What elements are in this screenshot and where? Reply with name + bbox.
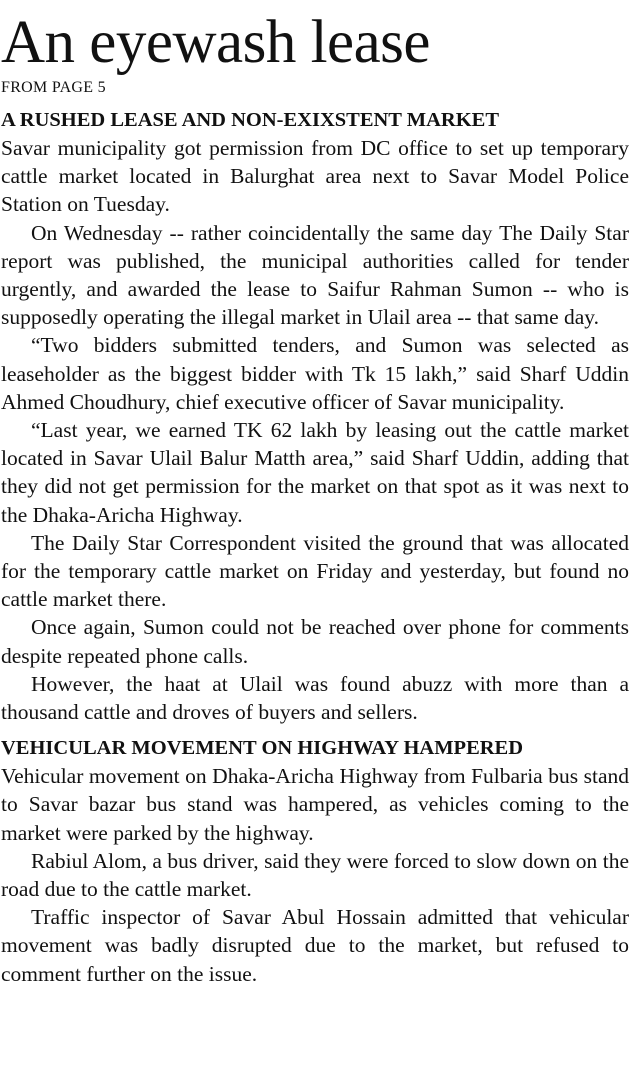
paragraph: Traffic inspector of Savar Abul Hossain admitted that vehicular movement was badly disrupted due to the market, but refused to comment further on the issue. bbox=[1, 905, 629, 986]
paragraph: However, the haat at Ulail was found abuzz with more than a thousand cattle and droves of buyers and sellers. bbox=[1, 671, 629, 725]
news-article bbox=[0, 10, 629, 988]
section-rushed-lease bbox=[1, 107, 629, 726]
paragraph: The Daily Star Correspondent visited the ground that was allocated for the temporary cattle market on Friday and yesterday, but found no cattle market there. bbox=[1, 530, 629, 612]
paragraph: Once again, Sumon could not be reached over phone for comments despite repeated phone calls. bbox=[1, 615, 629, 668]
paragraph: Savar municipality got permission from DC office to set up temporary cattle market located in Balurghat area next to Savar Model Police Station on Tuesday. bbox=[1, 136, 629, 217]
paragraph: On Wednesday -- rather coincidentally the same day The Daily Star report was published, the municipal authorities called for tender urgently, and awarded the lease to Saifur Rahman Sumon -- who is supposedly operating the illegal market in Ulail area -- that same day. bbox=[1, 220, 629, 330]
paragraph: Rabiul Alom, a bus driver, said they were forced to slow down on the road due to the cattle market. bbox=[1, 848, 629, 902]
section-heading: A RUSHED LEASE AND NON-EXIXSTENT MARKET bbox=[1, 109, 499, 131]
continuation-line: FROM PAGE 5 bbox=[1, 79, 106, 96]
article-headline: An eyewash lease bbox=[1, 9, 430, 76]
section-vehicular-movement bbox=[1, 735, 629, 988]
section-heading: VEHICULAR MOVEMENT ON HIGHWAY HAMPERED bbox=[1, 737, 524, 760]
paragraph: Vehicular movement on Dhaka-Aricha Highway from Fulbaria bus stand to Savar bazar bus stand was hampered, as vehicles coming to the market were parked by the highway. bbox=[1, 764, 629, 845]
paragraph: “Last year, we earned TK 62 lakh by leasing out the cattle market located in Savar Ulail Balur Matth area,” said Sharf Uddin, adding that they did not get permission for the market on that spot as it was next to the Dhaka-Aricha Highway. bbox=[1, 418, 629, 527]
paragraph: “Two bidders submitted tenders, and Sumon was selected as leaseholder as the biggest bidder with Tk 15 lakh,” said Sharf Uddin Ahmed Choudhury, chief executive officer of Savar municipality. bbox=[1, 333, 629, 414]
